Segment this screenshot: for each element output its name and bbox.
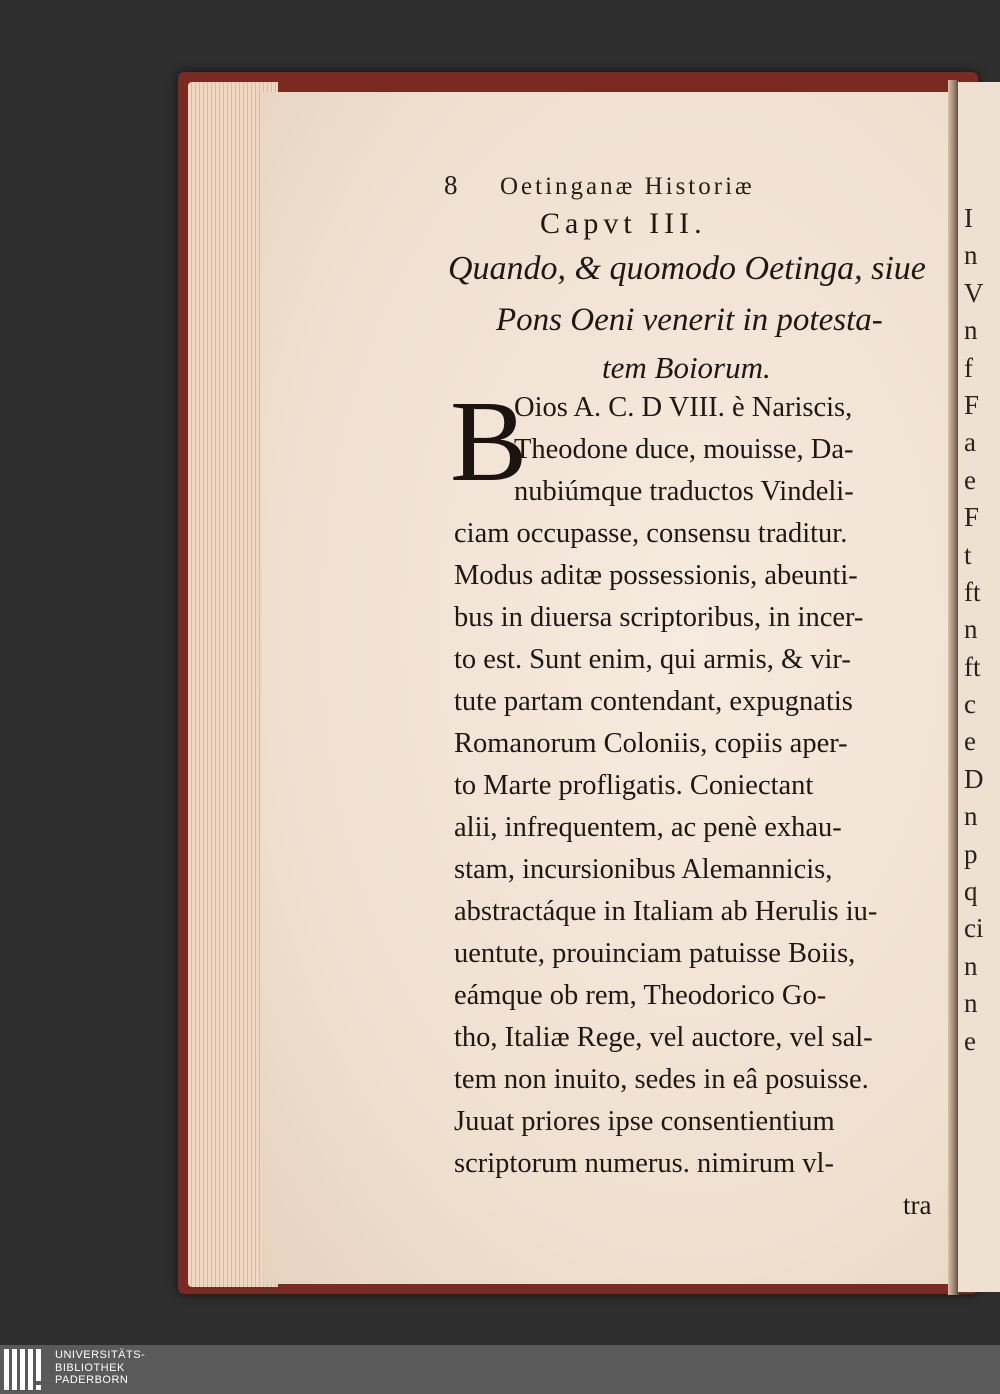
library-logo-icon [4, 1349, 48, 1390]
text-line: ciam occupasse, consensu traditur. [454, 518, 848, 549]
facing-page-letter: n [964, 240, 978, 271]
text-line: Theodone duce, mouisse, Da- [514, 434, 854, 465]
text-line: tho, Italiæ Rege, vel auctore, vel sal- [454, 1022, 873, 1053]
text-line: eámque ob rem, Theodorico Go- [454, 980, 827, 1011]
text-line: tem non inuito, sedes in eâ posuisse. [454, 1064, 869, 1095]
text-line: abstractáque in Italiam ab Herulis iu- [454, 896, 878, 927]
text-line: to Marte profligatis. Coniectant [454, 770, 814, 801]
facing-page-letter: q [964, 876, 978, 907]
facing-page-letter: ci [964, 913, 984, 944]
facing-page-letter: D [964, 763, 984, 794]
text-line: Oios A. C. D VIII. è Nariscis, [514, 392, 853, 423]
facing-page-letter: e [964, 1025, 976, 1056]
facing-page-letter: ft [964, 576, 981, 607]
facing-page-letter: I [964, 203, 973, 233]
facing-page-letter: F [964, 502, 980, 533]
drop-cap: B [450, 378, 528, 506]
text-line: nubiúmque traductos Vindeli- [514, 476, 854, 507]
chapter-heading: Capvt III. [540, 207, 707, 240]
facing-page-letter: n [964, 988, 978, 1019]
facing-page-letter: n [964, 614, 978, 645]
facing-page-edge-text [958, 200, 984, 1060]
catchword: tra [903, 1190, 932, 1220]
text-line: stam, incursionibus Alemannicis, [454, 854, 833, 885]
facing-page-letter: e [964, 726, 976, 757]
library-name-line: BIBLIOTHEK [55, 1361, 125, 1374]
page-number: 8 [444, 170, 461, 200]
footer-bar [0, 1345, 1000, 1394]
facing-page-letter: p [964, 838, 978, 869]
running-head [444, 170, 944, 210]
text-line: scriptorum numerus. nimirum vl- [454, 1148, 834, 1179]
facing-page-letter: n [964, 950, 978, 981]
facing-page [958, 82, 1000, 1292]
facing-page-letter: a [964, 427, 976, 458]
facing-page-letter: F [964, 389, 980, 420]
chapter-title-line: tem Boiorum. [602, 350, 771, 385]
text-line: bus in diuersa scriptoribus, in incer- [454, 602, 864, 633]
facing-page-letter: t [964, 539, 972, 570]
library-name-line: PADERBORN [55, 1374, 129, 1386]
running-head-title: Oetinganæ Historiæ [500, 173, 755, 200]
text-line: tute partam contendant, expugnatis [454, 686, 853, 717]
text-line: alii, infrequentem, ac penè exhau- [454, 812, 842, 843]
text-line: Modus aditæ possessionis, abeunti- [454, 560, 858, 591]
facing-page-letter: f [964, 352, 973, 383]
library-name [55, 1349, 145, 1387]
facing-page-letter: n [964, 801, 978, 832]
facing-page-letter: e [964, 464, 976, 495]
facing-page-letter: n [964, 315, 978, 346]
text-line: Romanorum Coloniis, copiis aper- [454, 728, 848, 759]
text-line: Juuat priores ipse consentientium [454, 1106, 835, 1137]
text-line: to est. Sunt enim, qui armis, & vir- [454, 644, 851, 675]
chapter-title-line: Quando, & quomodo Oetinga, siue [448, 250, 926, 287]
facing-page-letter: V [964, 277, 984, 308]
chapter-title-line: Pons Oeni venerit in potesta- [496, 302, 883, 338]
facing-page-letter: ft [964, 651, 981, 682]
facing-page-letter: c [964, 689, 976, 720]
library-name-line: UNIVERSITÄTS- [55, 1349, 146, 1361]
text-line: uentute, prouinciam patuisse Boiis, [454, 938, 856, 969]
